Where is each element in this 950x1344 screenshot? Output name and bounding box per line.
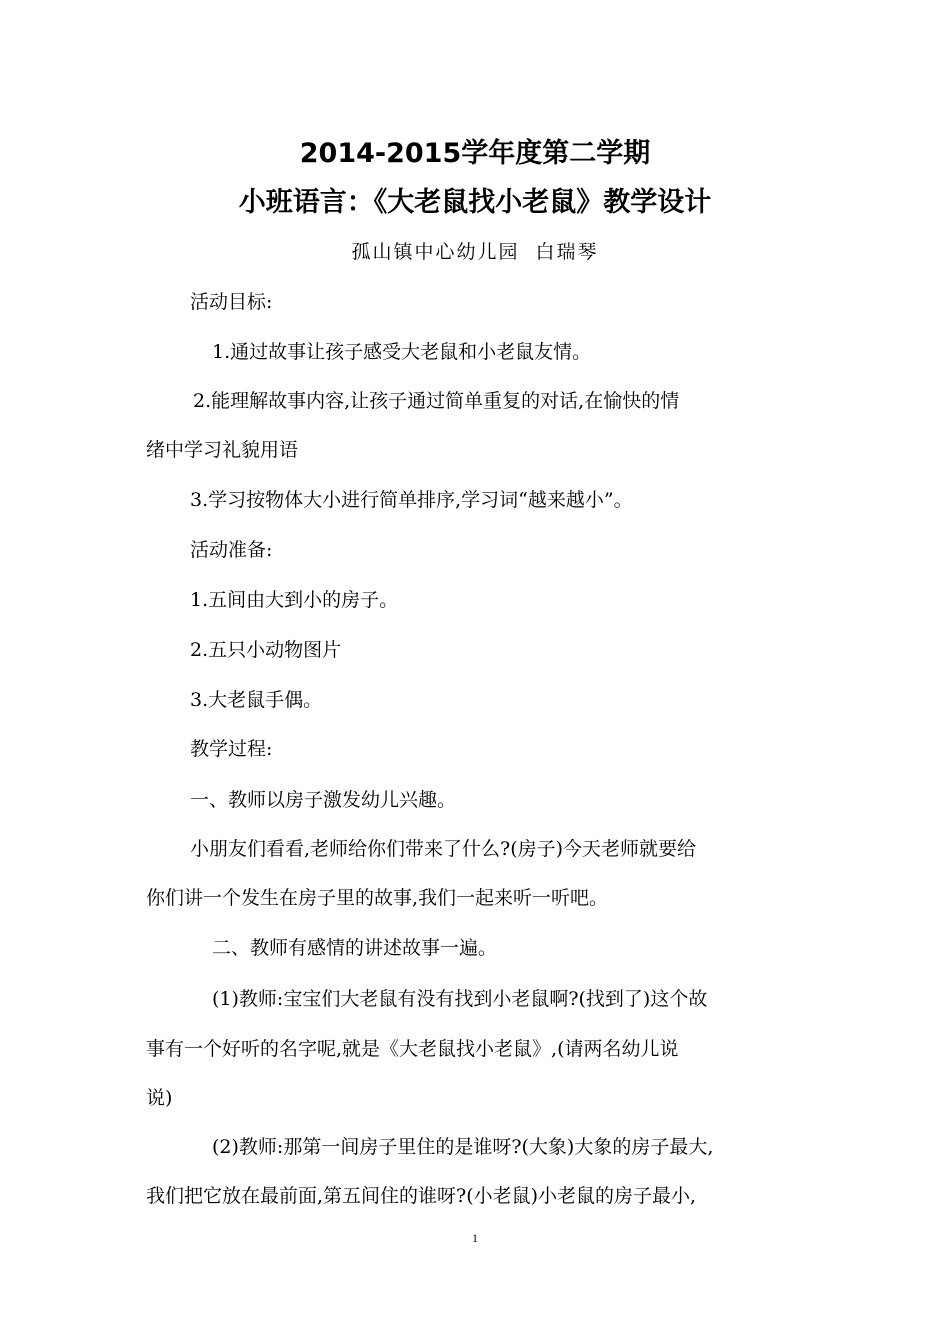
- process-paragraph: 小朋友们看看,老师给你们带来了什么?(房子)今天老师就要给: [190, 838, 697, 860]
- section-heading-preparation: 活动准备:: [190, 539, 273, 561]
- process-paragraph-continued: 你们讲一个发生在房子里的故事,我们一起来听一听吧。: [146, 887, 609, 909]
- goal-item-2: 2.能理解故事内容,让孩子通过简单重复的对话,在愉快的情: [193, 390, 680, 412]
- document-author: 孤山镇中心幼儿园 白瑞琴: [351, 241, 599, 263]
- goal-item-2-continued: 绪中学习礼貌用语: [146, 439, 299, 461]
- process-step-2: 二、教师有感情的讲述故事一遍。: [212, 937, 498, 959]
- document-title-lesson: 小班语言：《大老鼠找小老鼠》教学设计: [238, 187, 712, 218]
- preparation-item-2: 2.五只小动物图片: [190, 639, 342, 661]
- process-question-1: (1)教师:宝宝们大老鼠有没有找到小老鼠啊?(找到了)这个故: [212, 988, 708, 1010]
- document-title-term: 2014-2015学年度第二学期: [299, 138, 651, 169]
- process-question-1-continued: 事有一个好听的名字呢,就是《大老鼠找小老鼠》,(请两名幼儿说: [146, 1038, 679, 1060]
- process-question-2: (2)教师:那第一间房子里住的是谁呀?(大象)大象的房子最大,: [212, 1136, 714, 1158]
- section-heading-process: 教学过程:: [190, 738, 273, 760]
- section-heading-goals: 活动目标:: [190, 291, 273, 313]
- process-question-1-end: 说): [146, 1087, 173, 1109]
- goal-item-1: 1.通过故事让孩子感受大老鼠和小老鼠友情。: [212, 341, 592, 363]
- goal-item-3: 3.学习按物体大小进行简单排序,学习词“越来越小”。: [190, 489, 633, 511]
- process-step-1: 一、教师以房子激发幼儿兴趣。: [190, 789, 457, 811]
- process-question-2-continued: 我们把它放在最前面,第五间住的谁呀?(小老鼠)小老鼠的房子最小,: [146, 1185, 697, 1207]
- preparation-item-3: 3.大老鼠手偶。: [190, 689, 323, 711]
- page-number: 1: [472, 1231, 478, 1245]
- preparation-item-1: 1.五间由大到小的房子。: [190, 589, 399, 611]
